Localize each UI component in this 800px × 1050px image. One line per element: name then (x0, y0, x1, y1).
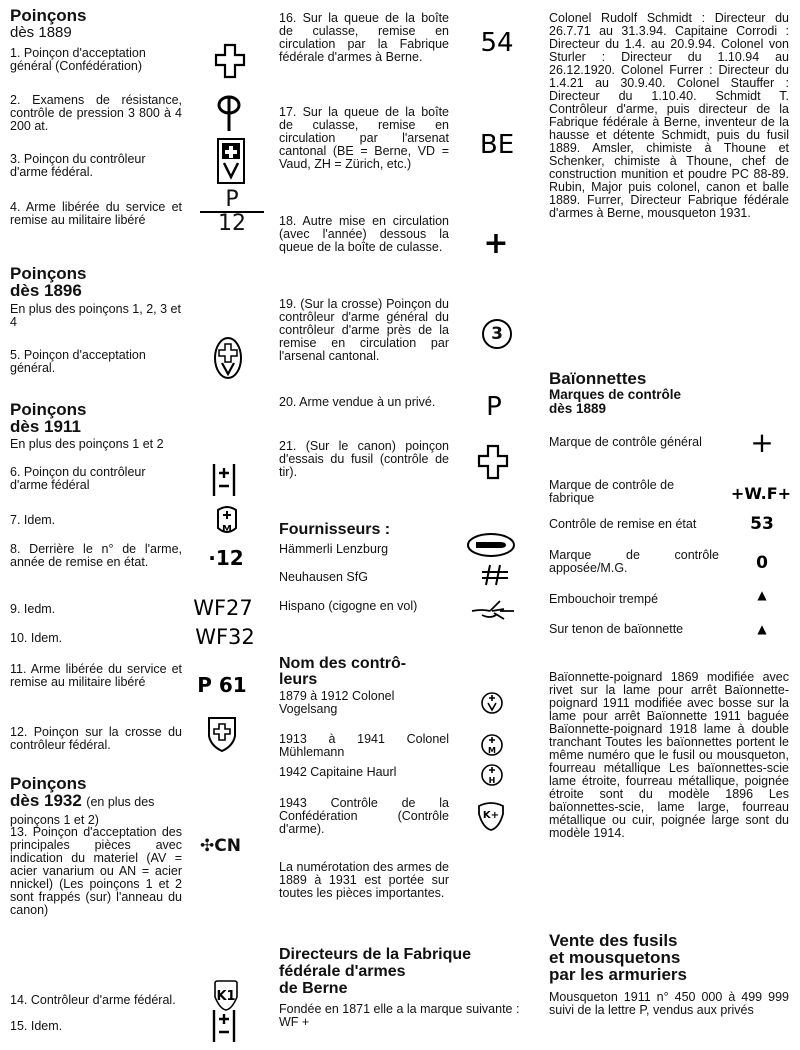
heading-1896-sub: En plus des poinçons 1, 2, 3 et 4 (10, 302, 181, 329)
bayonet-mark-3-label: Contrôle de remise en état (549, 517, 697, 531)
pressure-proof-mark-icon (214, 94, 244, 132)
item-10: 10. Idem. (10, 631, 63, 645)
item-14: 14. Contrôleur d'arme fédéral. (10, 993, 176, 1007)
plus-minus-bar-mark-2-icon (212, 1008, 236, 1044)
vogelsang-mark-icon (480, 690, 504, 716)
mark-p-private: P (486, 392, 502, 422)
mark-plus: + (483, 226, 509, 261)
item-16: 16. Sur la queue de la boîte de culasse, remise en circulation par la Fabrique fédérale d'armes à Berne. (279, 11, 449, 64)
stork-in-flight-icon (470, 595, 518, 625)
svg-text:M: M (488, 746, 496, 755)
svg-text:H: H (488, 776, 496, 785)
item-6: 6. Poinçon du contrôleur d'arme fédéral (10, 465, 146, 492)
item-20: 20. Arme vendue à un privé. (279, 395, 436, 409)
svg-text:K1: K1 (216, 989, 236, 1004)
plus-outline-icon: ✣ (200, 836, 215, 856)
controller-4: 1943 Contrôle de la Confédération (Contrôle d'arme). (279, 796, 449, 836)
svg-text:K+: K+ (482, 810, 500, 821)
controller-3: 1942 Capitaine Haurl (279, 765, 397, 779)
bayonet-mark-4-label: Marque de contrôle apposée/M.G. (549, 548, 719, 575)
mark-54: 54 (480, 28, 514, 58)
plus-minus-bar-mark-icon (212, 462, 236, 498)
supplier-3: Hispano (cigogne en vol) (279, 599, 418, 613)
muhlemann-mark-icon (480, 732, 504, 758)
sales-heading: Vente des fusils et mousquetons par les armuriers (549, 931, 687, 984)
controllers-heading: Nom des contrô- leurs (279, 655, 407, 688)
k-plus-confederation-mark-icon (476, 800, 506, 832)
directors-text: Fondée en 1871 elle a la marque suivante : WF + (279, 1002, 520, 1029)
swiss-cross-outline-icon (214, 43, 246, 79)
heading-1889: Poinçons dès 1889 (10, 6, 87, 41)
year-12-mark: ·12 (208, 546, 244, 570)
plus-cn-mark: ✣CN (200, 836, 241, 856)
bayonet-mark-4: 0 (756, 553, 768, 573)
item-2: 2. Examens de résistance, contrôle de pression 3 800 à 4 200 at. (10, 93, 182, 133)
bayonet-mark-1: + (750, 426, 774, 459)
item-12: 12. Poinçon sur la crosse du contrôleur fédéral. (10, 725, 182, 752)
supplier-2: Neuhausen SfG (279, 570, 368, 584)
release-mark-bottom: 12 (218, 211, 246, 236)
heading-1932: Poinçons dès 1932 (en plus des poinçons 1 et 2) (10, 774, 155, 827)
item-17: 17. Sur la queue de la boîte de culasse, remise en circulation par l'arsenat cantonal (BE = Berne, VD = Vaud, ZH = Zürich, etc.) (279, 105, 449, 171)
bayonet-mark-3: 53 (750, 514, 774, 534)
item-4: 4. Arme libérée du service et remise au militaire libéré (10, 200, 182, 227)
item-21: 21. (Sur le canon) poinçon d'essais du fusil (contrôle de tir). (279, 439, 449, 479)
bayonets-subheading: Marques de contrôle dès 1889 (549, 387, 682, 416)
bayonet-mark-2-label: Marque de contrôle de fabrique (549, 478, 675, 505)
stock-shield-mark-icon (205, 714, 239, 754)
item-3: 3. Poinçon du contrôleur d'arme fédéral. (10, 152, 146, 179)
heading-1896: Poinçons dès 1896 (10, 264, 87, 300)
controller-shield-mark-icon (216, 137, 246, 185)
mark-be: BE (479, 130, 515, 160)
controller-1: 1879 à 1912 Colonel Vogelsang (279, 689, 395, 716)
hammerli-logo-icon (466, 532, 516, 558)
haurl-mark-icon (480, 762, 504, 788)
swiss-cross-outline-2-icon (477, 444, 509, 480)
release-mark-p12 (200, 187, 264, 236)
bayonet-mark-2: +W.F+ (730, 484, 792, 503)
controller-2: 1913 à 1941 Colonel Mühlemann (279, 732, 449, 759)
sales-text: Mousqueton 1911 n° 450 000 à 499 999 suivi de la lettre P, vendus aux privés (549, 990, 789, 1017)
release-mark-top: P (225, 187, 239, 212)
item-19: 19. (Sur la crosse) Poinçon du contrôleur d'arme général du contrôleur d'arme près de la remise en circulation par l'arsenal cantonal. (279, 297, 449, 363)
directors-heading: Directeurs de la Fabrique fédérale d'armes de Berne (279, 946, 472, 997)
item-8: 8. Derrière le n° de l'arme, année de remise en état. (10, 542, 182, 569)
item-15: 15. Idem. (10, 1019, 63, 1033)
suppliers-heading: Fournisseurs : (279, 521, 391, 538)
wf32-mark: WF32 (195, 625, 255, 649)
directors-list: Colonel Rudolf Schmidt : Directeur du 26.7.71 au 31.3.94. Capitaine Corrodi : Directeur du 1.4. au 20.9.94. Colonel von Sturler : Directeur du 1.10.94 au 26.12.1920. Colonel Furrer : Directeur du 1.4.21 au 30.9.40. Colonel Stauffer : Directeur du 1.10.40. Schmidt T. Contrôleur d'arme, puis directeur de la Fabrique fédérale à Berne, inventeur de la hausse et détente Schmidt, puis du fusil 1889. Amsler, chimiste à Thoune et Schenker, chimiste à Thoune, chef de construction munition et poudre PC 88-89. Rubin, Major puis colonel, canon et balle 1889. Furrer, Directeur Fabrique fédérale d'armes à Berne, mousqueton 1931. (549, 11, 789, 220)
item-13: 13. Poinçon d'acceptation des principales pièces avec indication du materiel (AV = acier vanarium ou AN = acier nnickel) (Les poinçons 1 et 2 sont frappés (sur) l'anneau du canon) (10, 825, 182, 917)
svg-text:M: M (222, 524, 232, 535)
item-5: 5. Poinçon d'acceptation général. (10, 348, 146, 375)
acceptance-oval-mark-icon (213, 336, 243, 380)
item-11: 11. Arme libérée du service et remise au militaire libéré (10, 662, 182, 689)
bayonet-mark-1-label: Marque de contrôle général (549, 435, 702, 449)
bayonet-models-text: Baïonnette-poignard 1869 modifiée avec rivet sur la lame pour arrêt Baïonnette-poignard 1911 modifiée avec bosse sur la lame pour arrêt Baïonnette 1911 baguée Baïonnette-poignard 1918 lame à double tranchant Toutes les baïonnettes portent le même numéro que le fusil ou mousqueton, fourreau métallique Les baïonnettes-scie lame étroite, fourreau métallique, poignée étroite sont du modèle 1896 Les baïonnettes-scie, lame large, fourreau métallique ou cuir, poignée large sont du modèle 1914. (549, 670, 789, 840)
item-1: 1. Poinçon d'acceptation général (Confédération) (10, 46, 146, 73)
heading-1911-sub: En plus des poinçons 1 et 2 (10, 437, 164, 451)
sig-logo-icon (480, 563, 510, 587)
bayonet-mark-6: ▲ (757, 622, 767, 636)
bayonet-mark-6-label: Sur tenon de baïonnette (549, 622, 684, 636)
numbering-note: La numérotation des armes de 1889 à 1931 est portée sur toutes les pièces importantes. (279, 860, 449, 900)
k1-controller-mark-icon (212, 978, 240, 1012)
heading-1911: Poinçons dès 1911 (10, 400, 87, 436)
supplier-1: Hämmerli Lenzburg (279, 542, 389, 556)
item-18: 18. Autre mise en circulation (avec l'année) dessous la queue de la boîte de culasse. (279, 214, 449, 254)
wf27-mark: WF27 (193, 596, 253, 620)
bayonets-heading: Baïonnettes (549, 369, 647, 388)
mark-circled-3: 3 (482, 319, 512, 349)
item-7: 7. Idem. (10, 513, 56, 527)
item-9: 9. Iedm. (10, 602, 56, 616)
bayonet-mark-5: ▲ (757, 588, 767, 602)
p61-mark: P 61 (197, 673, 247, 697)
plus-m-shield-mark-icon (216, 504, 238, 536)
bayonet-mark-5-label: Embouchoir trempé (549, 592, 659, 606)
